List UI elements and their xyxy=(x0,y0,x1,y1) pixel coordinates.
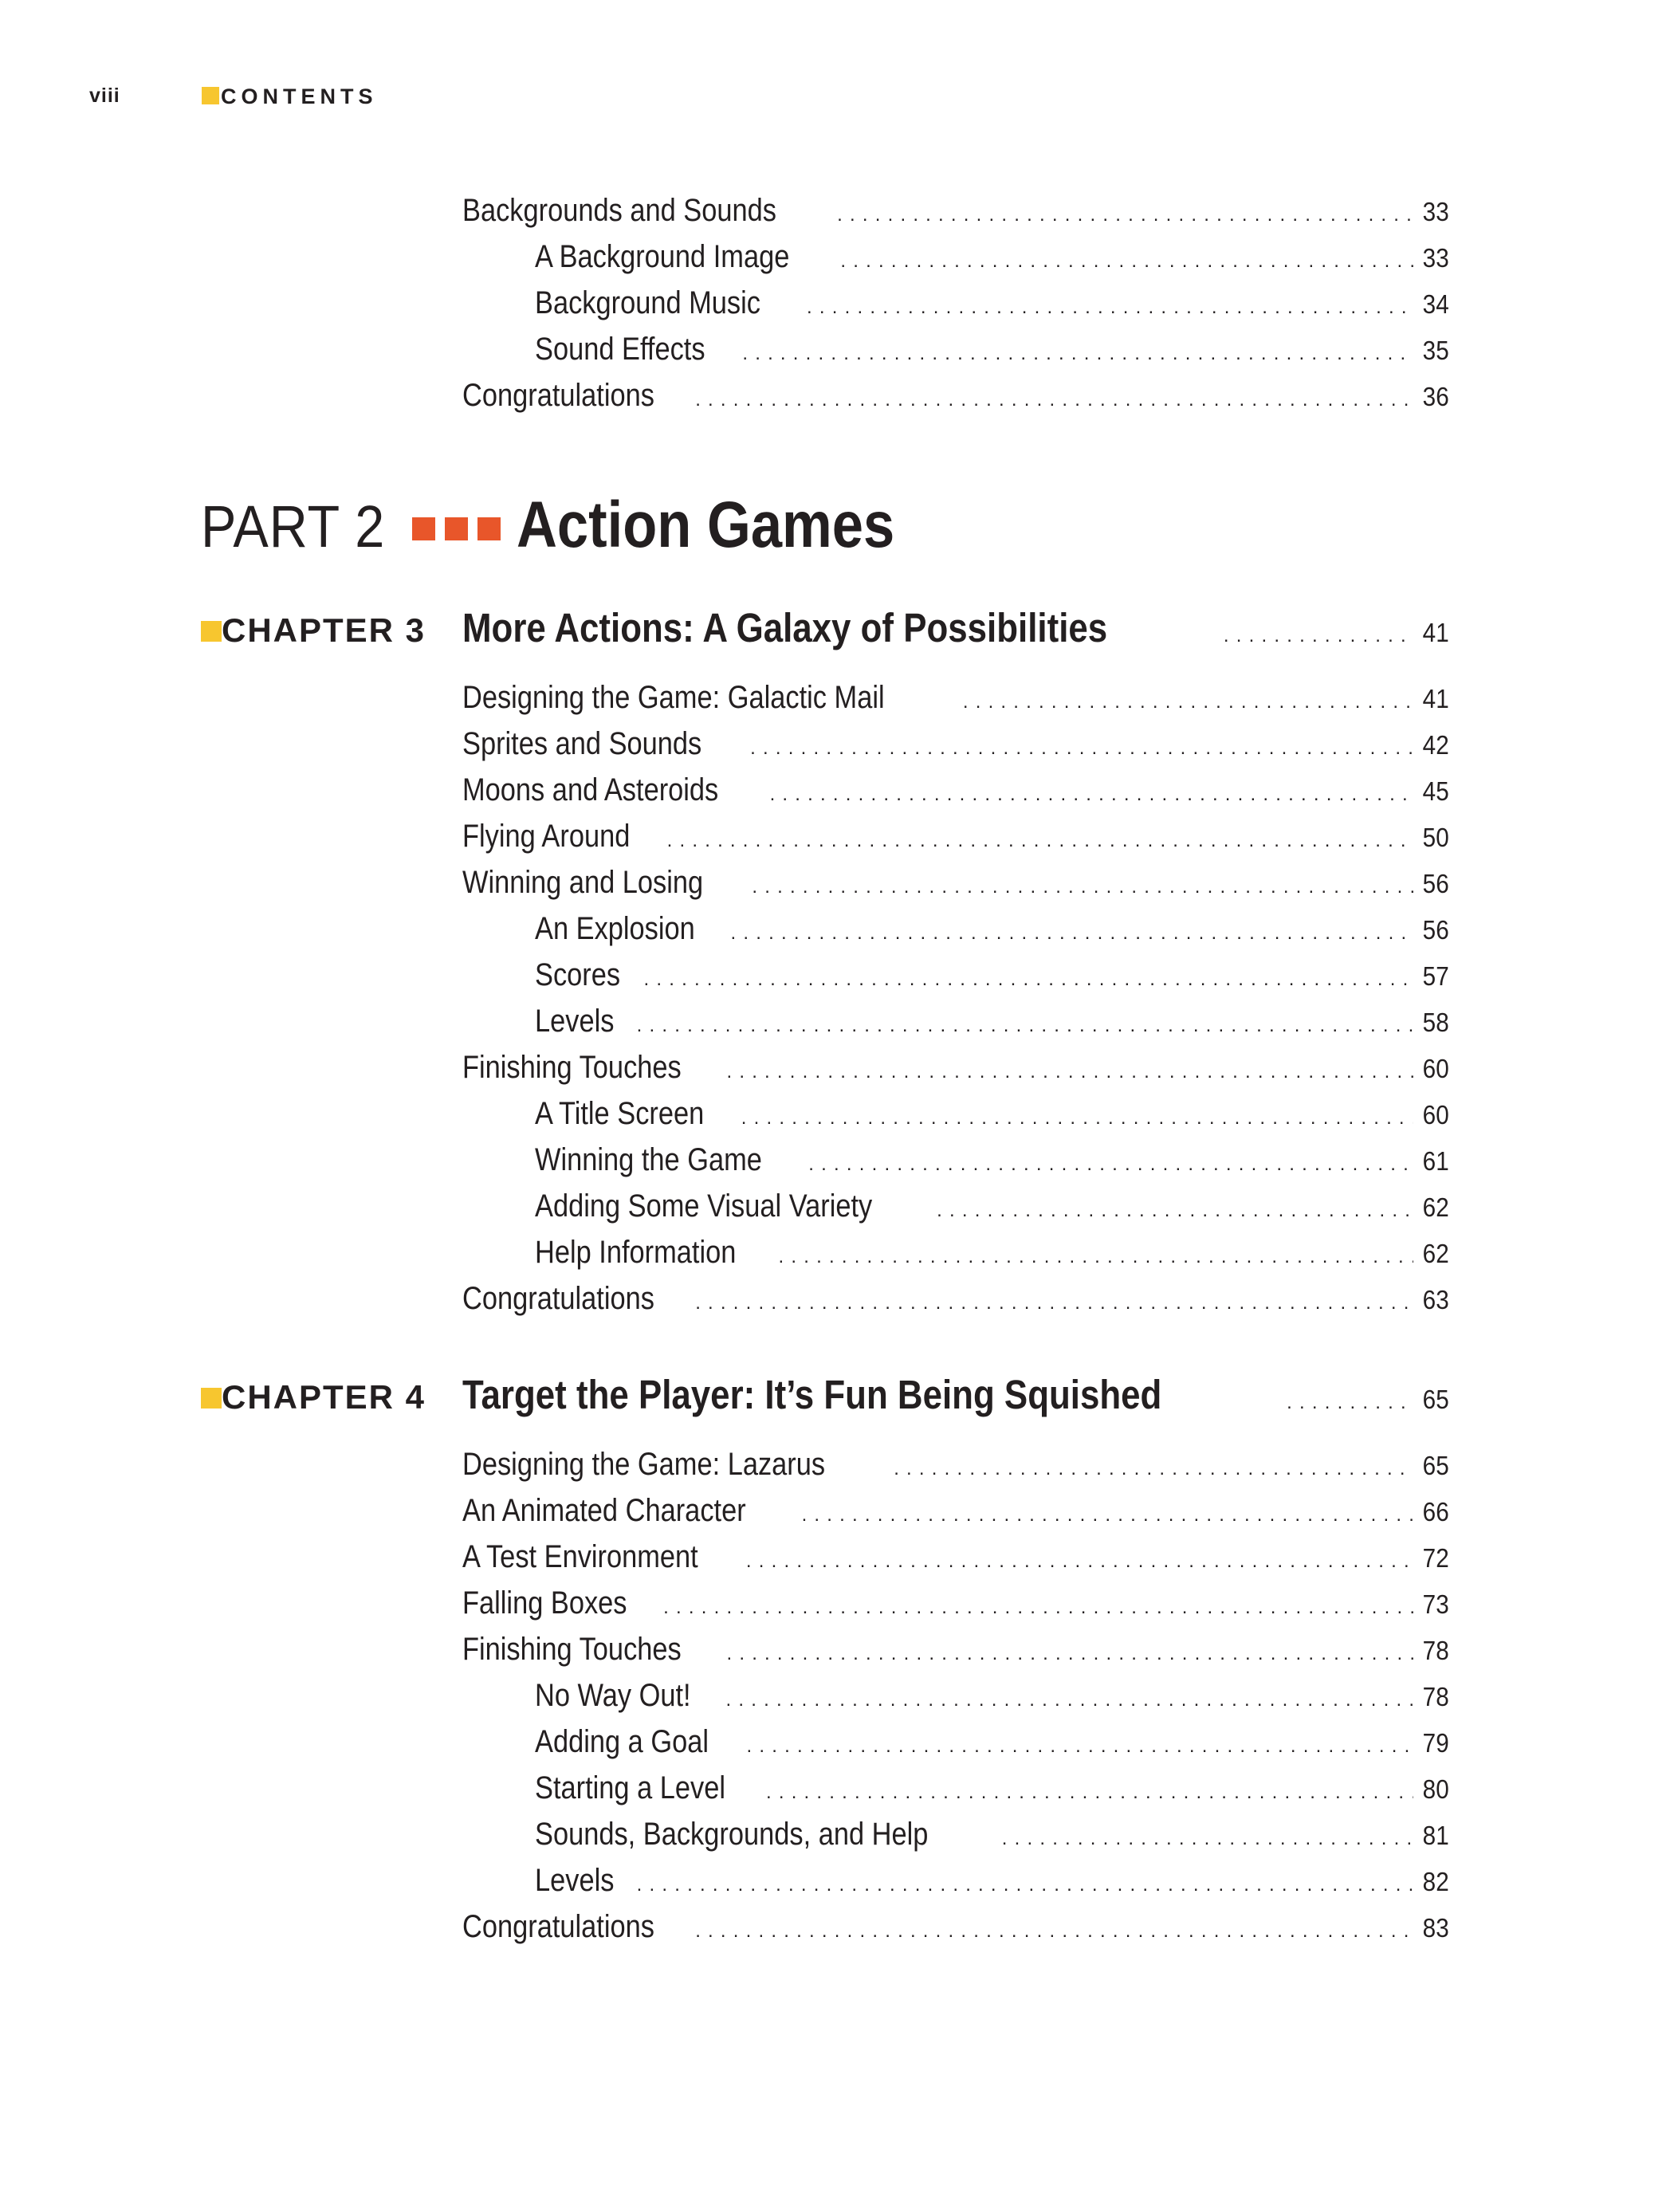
toc-entry[interactable] xyxy=(462,1632,1449,1678)
toc-entry-page: 33 xyxy=(1422,243,1449,273)
dot-leader xyxy=(837,204,1413,226)
toc-entry[interactable] xyxy=(462,1817,1449,1863)
toc-entry-page: 56 xyxy=(1422,915,1449,945)
toc-entry-page: 63 xyxy=(1422,1285,1449,1314)
toc-entry-label: A Title Screen xyxy=(535,1096,705,1131)
dot-leader xyxy=(726,1643,1413,1665)
dot-leader xyxy=(725,1689,1413,1711)
dot-leader xyxy=(1224,625,1413,647)
continued-entry-list xyxy=(462,193,1449,424)
toc-entry-label: Sounds, Backgrounds, and Help xyxy=(535,1817,929,1852)
dot-leader xyxy=(894,1458,1413,1480)
toc-entry-label: An Explosion xyxy=(535,911,695,946)
dot-leader xyxy=(726,1061,1413,1083)
dot-leader xyxy=(730,922,1413,945)
toc-entry[interactable] xyxy=(462,1493,1449,1539)
toc-entry-label: Background Music xyxy=(535,285,760,320)
toc-entry[interactable] xyxy=(462,911,1449,957)
toc-entry[interactable] xyxy=(462,1281,1449,1327)
toc-entry-page: 72 xyxy=(1422,1543,1449,1573)
yellow-square-icon xyxy=(202,87,219,104)
toc-entry[interactable] xyxy=(462,680,1449,726)
toc-entry-page: 35 xyxy=(1422,336,1449,365)
toc-entry-page: 33 xyxy=(1422,197,1449,226)
dot-leader xyxy=(644,968,1414,991)
toc-entry[interactable] xyxy=(462,285,1449,332)
chapter-page: 65 xyxy=(1422,1385,1449,1414)
toc-entry-page: 58 xyxy=(1422,1008,1449,1037)
toc-entry-label: Levels xyxy=(535,1004,615,1039)
dot-leader xyxy=(778,1246,1413,1268)
dot-leader xyxy=(637,1015,1414,1037)
dot-leader xyxy=(695,1292,1413,1314)
chapter-title: Target the Player: It’s Fun Being Squished xyxy=(462,1372,1162,1417)
toc-entry[interactable] xyxy=(462,772,1449,819)
dot-leader xyxy=(695,1920,1413,1943)
toc-entry-label: Congratulations xyxy=(462,1909,654,1944)
toc-entry-page: 50 xyxy=(1422,823,1449,852)
chapter-4-entry-list xyxy=(462,1447,1449,1955)
dot-leader xyxy=(637,1874,1414,1896)
dot-leader xyxy=(1002,1828,1414,1850)
toc-entry[interactable] xyxy=(462,1678,1449,1724)
part-label: PART 2 xyxy=(201,493,386,560)
chapter-3-entry-list xyxy=(462,680,1449,1327)
dot-leader xyxy=(752,876,1413,898)
toc-entry-label: Designing the Game: Lazarus xyxy=(462,1447,826,1482)
toc-entry-page: 80 xyxy=(1422,1774,1449,1804)
toc-entry-label: Flying Around xyxy=(462,819,631,854)
toc-entry-page: 78 xyxy=(1422,1682,1449,1711)
toc-entry-page: 36 xyxy=(1422,382,1449,411)
toc-entry-page: 78 xyxy=(1422,1636,1449,1665)
dot-leader xyxy=(695,389,1413,411)
dot-leader xyxy=(802,1504,1414,1526)
toc-entry-page: 66 xyxy=(1422,1497,1449,1526)
toc-entry-label: Moons and Asteroids xyxy=(462,772,719,807)
chapter-heading[interactable] xyxy=(201,604,1449,660)
chapter-title: More Actions: A Galaxy of Possibilities xyxy=(462,605,1108,650)
chapter-label-text: CHAPTER 4 xyxy=(222,1378,426,1416)
toc-entry[interactable] xyxy=(462,1050,1449,1096)
toc-entry-page: 81 xyxy=(1422,1821,1449,1850)
running-head xyxy=(202,84,378,109)
toc-entry-label: Sound Effects xyxy=(535,332,705,367)
toc-entry-page: 41 xyxy=(1422,684,1449,713)
running-head-text: CONTENTS xyxy=(221,84,378,108)
toc-entry-page: 65 xyxy=(1422,1451,1449,1480)
toc-entry-page: 57 xyxy=(1422,961,1449,991)
toc-entry[interactable] xyxy=(462,1235,1449,1281)
toc-entry-page: 34 xyxy=(1422,289,1449,319)
toc-entry-label: Finishing Touches xyxy=(462,1050,682,1085)
dot-leader xyxy=(741,1107,1413,1130)
toc-entry-label: Backgrounds and Sounds xyxy=(462,193,776,228)
toc-entry-label: Adding a Goal xyxy=(535,1724,709,1759)
dot-leader xyxy=(840,250,1413,273)
page-number: viii xyxy=(89,84,120,107)
toc-entry[interactable] xyxy=(462,1863,1449,1909)
chapter-page: 41 xyxy=(1422,618,1449,647)
toc-entry[interactable] xyxy=(462,1539,1449,1585)
toc-entry[interactable] xyxy=(462,1585,1449,1632)
yellow-square-icon xyxy=(201,621,222,642)
toc-entry[interactable] xyxy=(462,1096,1449,1142)
toc-entry-page: 61 xyxy=(1422,1146,1449,1176)
dot-leader xyxy=(1287,1392,1413,1414)
toc-entry-label: A Test Environment xyxy=(462,1539,698,1574)
toc-entry-label: Sprites and Sounds xyxy=(462,726,702,761)
toc-entry[interactable] xyxy=(462,957,1449,1004)
orange-squares-icon xyxy=(412,517,501,540)
toc-entry-page: 60 xyxy=(1422,1100,1449,1130)
toc-entry[interactable] xyxy=(462,1189,1449,1235)
dot-leader xyxy=(770,784,1414,806)
toc-entry[interactable] xyxy=(462,1447,1449,1493)
dot-leader xyxy=(746,1550,1413,1573)
toc-entry-label: Designing the Game: Galactic Mail xyxy=(462,680,885,715)
toc-entry[interactable] xyxy=(462,1770,1449,1817)
toc-entry[interactable] xyxy=(462,1724,1449,1770)
toc-entry[interactable] xyxy=(462,1142,1449,1189)
part-title: Action Games xyxy=(516,489,895,561)
toc-entry-label: Adding Some Visual Variety xyxy=(535,1189,873,1224)
dot-leader xyxy=(963,691,1413,713)
toc-entry[interactable] xyxy=(462,239,1449,285)
toc-entry-page: 62 xyxy=(1422,1239,1449,1268)
toc-entry-label: Falling Boxes xyxy=(462,1585,627,1621)
toc-entry-page: 56 xyxy=(1422,869,1449,898)
toc-entry-label: Levels xyxy=(535,1863,615,1898)
toc-entry-label: Finishing Touches xyxy=(462,1632,682,1667)
toc-entry[interactable] xyxy=(462,1909,1449,1955)
toc-entry[interactable] xyxy=(462,193,1449,239)
toc-entry[interactable] xyxy=(462,332,1449,378)
toc-entry-label: Starting a Level xyxy=(535,1770,726,1805)
toc-entry-page: 42 xyxy=(1422,730,1449,760)
toc-entry[interactable] xyxy=(462,726,1449,772)
toc-entry-page: 60 xyxy=(1422,1054,1449,1083)
dot-leader xyxy=(937,1200,1413,1222)
chapter-label-text: CHAPTER 3 xyxy=(222,611,426,649)
toc-entry-page: 79 xyxy=(1422,1728,1449,1758)
part-heading xyxy=(201,488,956,560)
toc-entry[interactable] xyxy=(462,378,1449,424)
toc-entry-label: Help Information xyxy=(535,1235,737,1270)
toc-entry-page: 73 xyxy=(1422,1589,1449,1619)
toc-entry-page: 62 xyxy=(1422,1192,1449,1222)
dot-leader xyxy=(750,737,1413,760)
toc-entry[interactable] xyxy=(462,865,1449,911)
toc-entry-label: Congratulations xyxy=(462,378,654,413)
chapter-label xyxy=(201,611,462,650)
toc-entry-label: An Animated Character xyxy=(462,1493,746,1528)
toc-entry-label: Winning and Losing xyxy=(462,865,704,900)
dot-leader xyxy=(667,830,1414,852)
dot-leader xyxy=(766,1782,1413,1804)
toc-entry-label: Scores xyxy=(535,957,621,992)
chapter-label xyxy=(201,1378,462,1416)
toc-entry-label: No Way Out! xyxy=(535,1678,691,1713)
dot-leader xyxy=(663,1597,1413,1619)
toc-entry-label: Congratulations xyxy=(462,1281,654,1316)
chapter-heading[interactable] xyxy=(201,1371,1449,1427)
dot-leader xyxy=(807,297,1413,319)
dot-leader xyxy=(808,1153,1413,1176)
dot-leader xyxy=(742,343,1413,365)
dot-leader xyxy=(747,1735,1414,1758)
toc-entry-label: A Background Image xyxy=(535,239,790,274)
toc-entry-page: 82 xyxy=(1422,1867,1449,1896)
yellow-square-icon xyxy=(201,1388,222,1409)
toc-entry-label: Winning the Game xyxy=(535,1142,762,1177)
toc-entry[interactable] xyxy=(462,1004,1449,1050)
toc-entry-page: 45 xyxy=(1422,776,1449,806)
toc-entry-page: 83 xyxy=(1422,1913,1449,1943)
toc-entry[interactable] xyxy=(462,819,1449,865)
